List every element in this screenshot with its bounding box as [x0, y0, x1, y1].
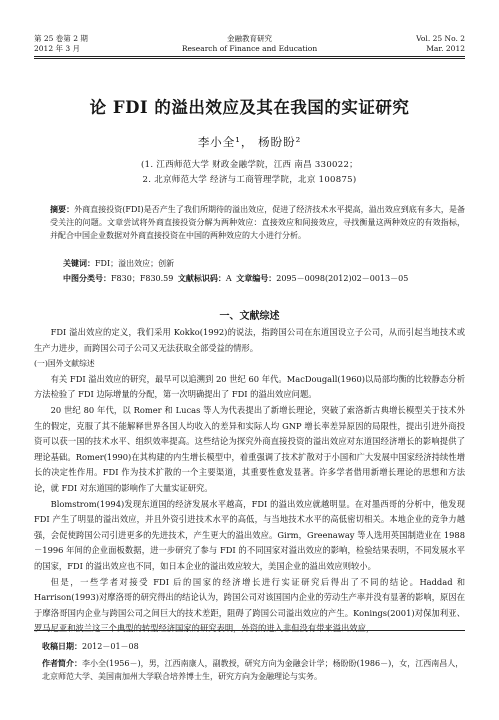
- body-paragraph: FDI 溢出效应的定义，我们采用 Kokko(1992)的说法，指跨国公司在东道国设立子公司，从而引起当地技术或生产力进步，而跨国公司子公司又无法获取全部受益的情形。: [34, 327, 465, 353]
- header-journal-cn: 金融教育研究: [227, 34, 272, 43]
- keywords: [63, 258, 174, 269]
- body-paragraph: 20 世纪 80 年代，以 Romer 和 Lucas 等人为代表提出了新增长理论，突破了索洛新古典增长模型关于技术外生的假定，克服了其不能解释世界各国人均收入的差异和实际人均 GNP 增长率差异原因的局限性，提出引进外商投资可以获一国的技术水平、组织效率提高。这些结论为探究外商直接投资的溢出效应对东道国经济增长的影响提供了理论基础。Romer(1990)在其构建的内生增长模型中，着重强调了技术扩散对于小国和广大发展中国家经济持续性增长的决定性作用。FDI 作为技术扩散的一个主要渠道，其重要性愈发显著。许多学者借用新增长理论的思想和方法论，就 FDI 对东道国的影响作了大量实证研究。: [34, 404, 465, 493]
- received-date: [42, 641, 139, 652]
- header-month: Mar. 2012: [426, 44, 465, 53]
- header-rule-thin: [34, 58, 465, 59]
- body-paragraph: Blomstrom(1994)发现东道国的经济发展水平越高，FDI 的溢出效应就越明显。在对墨西哥的分析中，他发现 FDI 产生了明显的溢出效应，并且外资引进技术水平的高低，与当地技术水平的高低密切相关。本地企业的竞争力越强，会促使跨国公司引进更多的先进技术，产生更大的溢出效应。Girm，Greenaway 等人选用英国制造业在 1988－1996 年间的企业面板数据，进一步研究了参与 FDI 的不同国家对溢出效应的影响，检验结果表明，不同发展水平的国家，FDI 的溢出效应也不同，如日本企业的溢出效应较大，美国企业的溢出效应则较小。: [34, 498, 465, 571]
- article-no-value: 2095－0098(2012)02－0013－05: [276, 274, 409, 283]
- doc-code-value: A: [225, 274, 232, 283]
- clc-label: 中图分类号：: [63, 273, 111, 283]
- clc-value: F830；F830.59: [111, 274, 174, 283]
- header-journal-name: [34, 34, 465, 54]
- header-vol-no: Vol. 25 No. 2: [416, 34, 465, 43]
- running-header: [34, 34, 465, 64]
- abstract-text: 外商直接投资(FDI)是否产生了我们所期待的溢出效应，促进了经济技术水平提高，溢出效应到底有多大，是备受关注的问题。文章尝试将外商直接投资分解为两种效应：直接效应和间接效应，寻找衡量这两种效应的有效指标，并配合中国企业数据对外商直接投资在中国的两种效应的大小进行分析。: [50, 205, 465, 241]
- body-paragraph: 但是，一些学者对接受 FDI 后的国家的经济增长进行实证研究后得出了不同的结论。Haddad 和 Harrison(1993)对摩洛哥的研究得出的结论认为，跨国公司对该国国内企业的劳动生产率并没有显著的影响，原因在于摩洛哥国内企业与跨国公司之间巨大的技术差距，阻碍了跨国公司溢出效应的产生。Konings(2001)对保加利亚、罗马尼亚和波兰这三个典型的转型经济国家的研究表明，外资的进入非但没有带来溢出效应，: [34, 576, 465, 634]
- abstract-label: 摘要：: [50, 204, 75, 214]
- affiliation-2: 2. 北京师范大学 经济与工商管理学院，北京 100875): [142, 175, 357, 185]
- bio-text: 李小全(1956－)，男，江西南康人，副教授，研究方向为金融会计学；杨盼盼(1986－)，女，江西南昌人，北京师范大学、美国南加州大学联合培养博士生，研究方向为金融理论与实务。: [42, 659, 464, 681]
- received-label: 收稿日期：: [42, 641, 82, 651]
- body-paragraph: 有关 FDI 溢出效应的研究，最早可以追溯到 20 世纪 60 年代。MacDougall(1960)以局部均衡的比较静态分析方法检验了 FDI 边际增量的分配，第一次明确提出了 FDI 的溢出效应问题。: [34, 373, 465, 400]
- article-no-label: 文章编号：: [236, 273, 277, 283]
- article-authors: 李小全¹， 杨盼盼²: [197, 135, 302, 149]
- article-title: 论 FDI 的溢出效应及其在我国的实证研究: [89, 98, 410, 117]
- header-rule: [34, 56, 465, 57]
- author-bio: [42, 657, 465, 683]
- doc-code-label: 文献标识码：: [177, 273, 226, 283]
- body-text: [34, 325, 465, 637]
- affiliation-1: (1. 江西师范大学 财政金融学院，江西 南昌 330022；: [141, 160, 358, 170]
- header-volume-en: [416, 34, 465, 54]
- classification-line: [63, 273, 408, 284]
- bio-label: 作者简介：: [42, 658, 82, 668]
- keywords-text: FDI；溢出效应；创新: [95, 259, 175, 268]
- header-date: 2012 年 3 月: [34, 44, 81, 53]
- keywords-label: 关键词：: [63, 258, 95, 268]
- header-volume: 第 25 卷第 2 期: [34, 34, 88, 43]
- header-journal-en: Research of Finance and Education: [181, 44, 318, 53]
- subsection-heading: (一)国外文献综述: [34, 359, 95, 369]
- abstract: [50, 203, 465, 243]
- received-value: 2012－01－08: [82, 642, 139, 651]
- footnote-block: [34, 630, 465, 681]
- section-heading: 一、文献综述: [219, 311, 280, 322]
